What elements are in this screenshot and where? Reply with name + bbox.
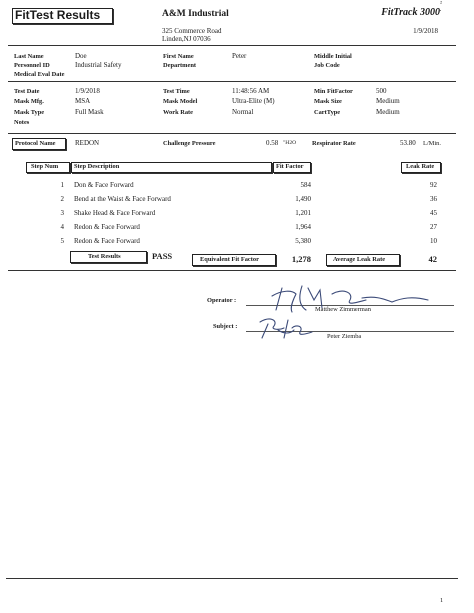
company-name: A&M Industrial [162,9,229,19]
operator-label: Operator : [207,297,237,304]
step-num-cell: 1 [60,181,64,189]
challenge-pressure-value: 0.58 [266,139,279,147]
protocol-name-label: Protocol Name [15,140,56,147]
test-date-value: 1/9/2018 [75,87,100,95]
mask-type-label: Mask Type [14,109,45,116]
test-results-label: Test Results [88,253,121,260]
leak-rate-cell: 27 [430,223,437,231]
last-name-value: Doe [75,52,87,60]
equiv-fit-value: 1,278 [291,254,311,264]
mask-size-label: Mask Size [314,98,342,105]
fit-factor-cell: 1,964 [295,223,311,231]
mask-model-value: Ultra-Elite (M) [232,97,275,105]
fit-factor-cell: 1,201 [295,209,311,217]
leak-rate-cell: 36 [430,195,437,203]
avg-leak-label: Average Leak Rate [333,256,386,263]
test-time-label: Test Time [163,88,190,95]
footer-divider [6,578,458,579]
company-address-line2: Linden,NJ 07036 [162,35,211,43]
mask-model-label: Mask Model [163,98,198,105]
challenge-pressure-label: Challenge Pressure [163,140,216,147]
leak-rate-cell: 10 [430,237,437,245]
respirator-rate-value: 53.80 [400,139,416,147]
step-desc-cell: Shake Head & Face Forward [74,209,156,217]
operator-name: Matthew Zimmerman [315,306,371,313]
header-divider [8,45,456,46]
min-fit-value: 500 [376,87,387,95]
report-title: FitTest Results [15,8,101,22]
person-divider [8,81,456,82]
department-label: Department [163,62,197,69]
first-name-value: Peter [232,52,247,60]
mask-type-value: Full Mask [75,108,104,116]
job-code-label: Job Code [314,62,340,69]
step-num-cell: 2 [60,195,64,203]
test-result-value: PASS [152,251,173,261]
personnel-id-label: Personnel ID [14,62,50,69]
subject-label: Subject : [213,323,238,330]
mask-mfg-value: MSA [75,97,91,105]
page-mark: 1 [440,597,444,604]
leak-rate-cell: 45 [430,209,437,217]
step-desc-cell: Redon & Face Forward [74,223,140,231]
respirator-rate-unit: L/Min. [423,140,441,147]
min-fit-label: Min FitFactor [314,88,353,95]
fit-factor-cell: 5,380 [295,237,311,245]
corner-mark: ² [440,0,442,7]
test-date-label: Test Date [14,88,40,95]
challenge-pressure-unit: "H2O [283,140,297,146]
work-rate-label: Work Rate [163,109,193,116]
leak-rate-header: Leak Rate [406,163,435,170]
step-num-cell: 3 [60,209,64,217]
respirator-rate-label: Respirator Rate [312,140,356,147]
company-address-line1: 325 Commerce Road [162,27,222,35]
step-num-cell: 4 [60,223,64,231]
personnel-id-value: Industrial Safety [75,61,122,69]
step-desc-cell: Redon & Face Forward [74,237,140,245]
fit-factor-cell: 584 [300,181,311,189]
medical-eval-label: Medical Eval Date [14,71,65,78]
equiv-fit-label: Equivalent Fit Factor [200,256,259,263]
step-desc-header: Step Description [74,163,120,170]
step-desc-cell: Bend at the Waist & Face Forward [74,195,171,203]
last-name-label: Last Name [14,53,44,60]
test-divider [8,133,456,134]
protocol-name-value: REDON [75,139,100,147]
middle-initial-label: Middle Initial [314,53,352,60]
fit-factor-header: Fit Factor [276,163,304,170]
cart-type-value: Medium [376,108,400,116]
scan-speck [440,10,441,11]
cart-type-label: CartType [314,109,341,116]
step-desc-cell: Don & Face Forward [74,181,134,189]
notes-label: Notes [14,119,30,126]
first-name-label: First Name [163,53,194,60]
leak-rate-cell: 92 [430,181,437,189]
subject-signature-image [254,314,334,342]
mask-mfg-label: Mask Mfg. [14,98,44,105]
report-date: 1/9/2018 [413,27,438,35]
results-divider [8,270,456,271]
mask-size-value: Medium [376,97,400,105]
fit-factor-cell: 1,490 [295,195,311,203]
step-num-header: Step Num [31,163,59,170]
product-name: FitTrack 3000 [381,7,440,18]
work-rate-value: Normal [232,108,254,116]
step-num-cell: 5 [60,237,64,245]
test-time-value: 11:48:56 AM [232,87,270,95]
subject-name: Peter Ziemba [327,333,362,340]
avg-leak-value: 42 [428,254,437,264]
